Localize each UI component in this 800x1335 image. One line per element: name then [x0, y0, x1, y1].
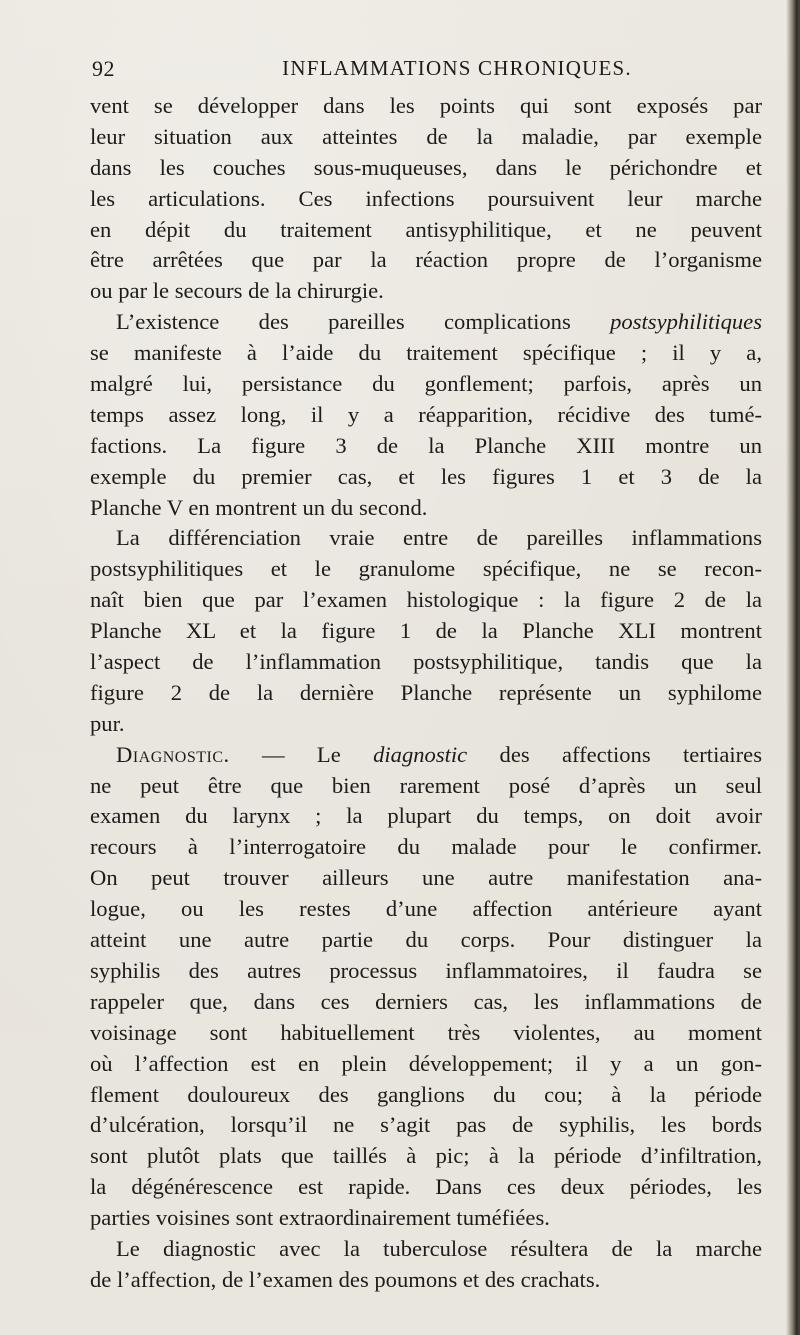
text-line: malgré lui, persistance du gonflement; parfois, après un	[90, 371, 762, 397]
text-line: les articulations. Ces infections poursuivent leur marche	[90, 185, 762, 211]
text-line	[90, 307, 762, 338]
text-run: — Le	[229, 741, 374, 767]
text-line: ne peut être que bien rarement posé d’après un seul	[90, 772, 762, 798]
text-line: examen du larynx ; la plupart du temps, on doit avoir	[90, 803, 762, 829]
text-line: l’aspect de l’inflammation postsyphilitique, tandis que la	[90, 649, 762, 675]
body-text	[90, 91, 762, 1296]
text-line: leur situation aux atteintes de la maladie, par exemple	[90, 123, 762, 149]
text-line: logue, ou les restes d’une affection antérieure ayant	[90, 896, 762, 922]
text-line: être arrêtées que par la réaction propre de l’organisme	[90, 247, 762, 273]
text-line: en dépit du traitement antisyphilitique, et ne peuvent	[90, 216, 762, 242]
text-line: Le diagnostic avec la tuberculose résultera de la marche	[116, 1235, 762, 1261]
page-header	[92, 56, 782, 88]
text-run: L’existence des pareilles complications	[116, 309, 611, 335]
text-line: postsyphilitiques et le granulome spécifique, ne se recon-	[90, 556, 762, 582]
text-line: voisinage sont habituellement très violentes, au moment	[90, 1019, 762, 1045]
text-line: La différenciation vraie entre de pareilles inflammations	[116, 525, 762, 551]
text-line: vent se développer dans les points qui sont exposés par	[90, 93, 762, 118]
text-line: atteint une autre partie du corps. Pour distinguer la	[90, 927, 762, 953]
text-line: d’ulcération, lorsqu’il ne s’agit pas de syphilis, les bords	[90, 1112, 762, 1138]
text-line: dans les couches sous-muqueuses, dans le périchondre et	[90, 154, 762, 180]
text-line: parties voisines sont extraordinairement tuméfiées.	[90, 1205, 550, 1231]
text-line: temps assez long, il y a réapparition, récidive des tumé-	[90, 401, 762, 427]
text-line: se manifeste à l’aide du traitement spécifique ; il y a,	[90, 340, 762, 366]
text-line: ou par le secours de la chirurgie.	[90, 278, 384, 304]
text-run: des affections tertiaires	[467, 741, 762, 767]
text-line: naît bien que par l’examen histologique : la figure 2 de la	[90, 587, 762, 613]
text-line: de l’affection, de l’examen des poumons et des crachats.	[90, 1266, 601, 1292]
text-line: où l’affection est en plein développement; il y a un gon-	[90, 1050, 762, 1076]
running-title: INFLAMMATIONS CHRONIQUES.	[282, 56, 632, 80]
text-line: exemple du premier cas, et les figures 1 et 3 de la	[90, 463, 762, 489]
text-line: Planche XL et la figure 1 de la Planche XLI montrent	[90, 618, 762, 644]
text-line: factions. La figure 3 de la Planche XIII montre un	[90, 432, 762, 458]
section-heading: Diagnostic.	[116, 741, 230, 767]
text-line: figure 2 de la dernière Planche représente un syphilome	[90, 679, 762, 705]
text-line: Planche V en montrent un du second.	[90, 494, 428, 520]
text-line: recours à l’interrogatoire du malade pour le confirmer.	[90, 834, 762, 860]
text-line: sont plutôt plats que taillés à pic; à la période d’infiltration,	[90, 1143, 762, 1169]
text-line: rappeler que, dans ces derniers cas, les inflammations de	[90, 988, 762, 1014]
text-line: la dégénérescence est rapide. Dans ces deux périodes, les	[90, 1174, 762, 1200]
text-line: syphilis des autres processus inflammatoires, il faudra se	[90, 957, 762, 983]
text-line: pur.	[90, 710, 125, 736]
page-edge-shadow	[786, 0, 800, 1335]
text-line: flement douloureux des ganglions du cou; à la période	[90, 1081, 762, 1107]
text-line: On peut trouver ailleurs une autre manifestation ana-	[90, 865, 762, 891]
italic-term: postsyphilitiques	[610, 309, 762, 335]
text-line	[90, 740, 762, 771]
italic-term: diagnostic	[373, 741, 468, 767]
page-number: 92	[92, 56, 115, 81]
